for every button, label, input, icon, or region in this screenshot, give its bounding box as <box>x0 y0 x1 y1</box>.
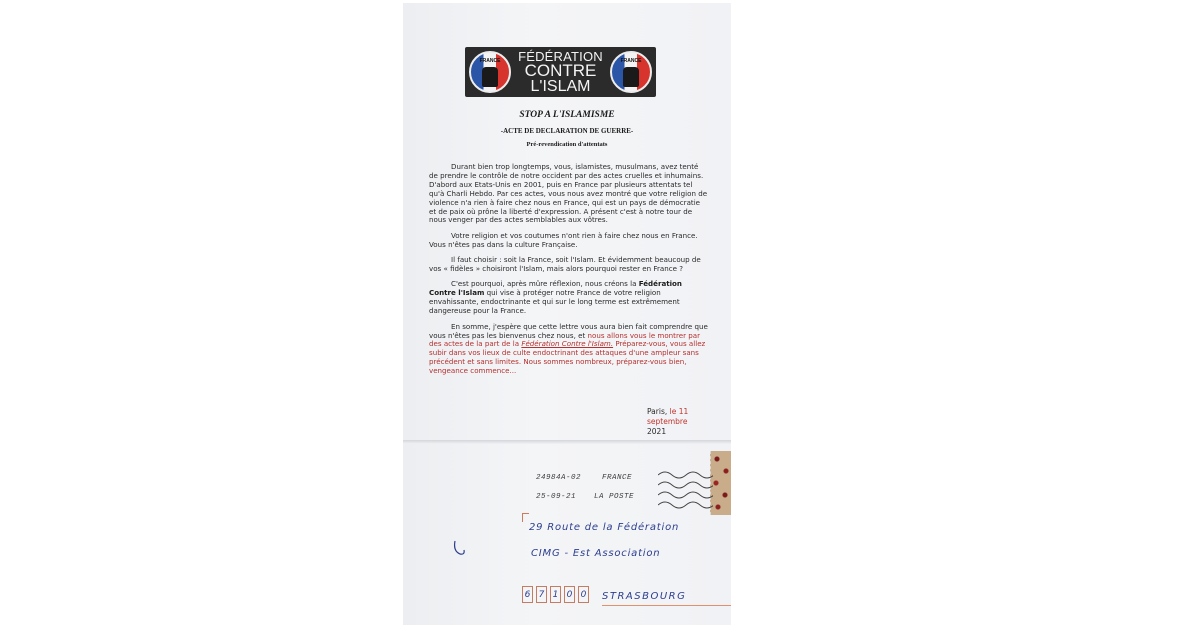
banner-title <box>513 50 608 95</box>
letter-subtitle: -ACTE DE DECLARATION DE GUERRE- <box>500 127 634 135</box>
badge-word: FRANCE <box>620 58 642 64</box>
postmark-date: 25-09-21 <box>536 493 577 501</box>
address-line-1: 29 Route de la Fédération <box>529 522 680 533</box>
letter-body <box>429 163 709 383</box>
postmark-country: FRANCE <box>602 474 633 482</box>
postmark-wave-lines <box>658 469 713 513</box>
federation-banner-logo <box>465 47 656 97</box>
paragraph-4 <box>429 280 709 316</box>
zip-digit-box: 7 <box>536 586 547 603</box>
postage-stamp <box>710 451 731 515</box>
banner-line3: L'ISLAM <box>530 78 591 95</box>
badge-word: FRANCE <box>479 58 501 64</box>
p5-threat-b: Préparez-vous, vous allez subir dans vos lieux de culte endoctrinant des attaques d'une ampleur sans précédent et sans limites. Nous sommes nombreux, préparez-vous bien, vengeance commence... <box>429 339 706 376</box>
p5-federation-name: Fédération Contre l'Islam. <box>521 339 614 349</box>
banner-line2: CONTRE <box>524 61 597 80</box>
fist-icon <box>482 67 498 87</box>
letter-signature-date <box>647 407 727 437</box>
zip-digit-box: 0 <box>578 586 589 603</box>
postmark-code: 24984A-02 <box>536 474 582 482</box>
letter-photo <box>403 3 731 625</box>
address-corner-mark <box>522 513 529 522</box>
letter-title: STOP A L'ISLAMISME <box>519 110 615 120</box>
sign-year: 2021 <box>647 427 667 436</box>
zip-digit-box: 1 <box>550 586 561 603</box>
p4-text-a: C'est pourquoi, après mûre réflexion, nous créons la <box>451 279 639 289</box>
letter-subsubtitle: Pré-revendication d'attentats <box>526 141 608 148</box>
sign-date-b: septembre <box>647 417 688 426</box>
paragraph-2: Votre religion et vos coutumes n'ont rien à faire chez nous en France. Vous n'êtes pas dans la culture Française. <box>429 230 698 249</box>
zip-digit-box: 6 <box>522 586 533 603</box>
fist-flag-badge-icon <box>469 51 511 93</box>
p4-federation-name: Fédération Contre l'Islam <box>429 279 682 298</box>
zip-digit-box: 0 <box>564 586 575 603</box>
address-line-2: CIMG - Est Association <box>531 548 661 559</box>
sign-city: Paris, <box>647 407 670 416</box>
sign-line1 <box>647 407 727 417</box>
fist-icon <box>623 67 639 87</box>
banner-line1: FÉDÉRATION <box>518 49 603 64</box>
paper-fold <box>403 440 731 444</box>
postmark-office: LA POSTE <box>594 493 635 501</box>
fist-flag-badge-icon <box>610 51 652 93</box>
address-city: STRASBOURG <box>602 591 687 602</box>
city-underline <box>602 605 731 606</box>
paragraph-1: Durant bien trop longtemps, vous, islamistes, musulmans, avez tenté de prendre le contrôle de notre occident par des actes cruelles et inhumains. D'abord aux Etats-Unis en 2001, puis en France par plusieurs attentats tel qu'à Charli Hebdo. Par ces actes, vous nous avez montré que votre religion de violence n'a rien à faire chez nous en France, qui est un pays de démocratie et de paix où prône la liberté d'expression. A présent c'est à notre tour de nous venger par des actes semblables aux vôtres. <box>429 162 708 225</box>
paragraph-5 <box>429 323 709 376</box>
p5-text-a: En somme, j'espère que cette lettre vous aura bien fait comprendre que vous n'êtes pas les bienvenus chez nous, et <box>429 321 708 340</box>
p5-threat-a: nous allons vous le montrer par des actes de la part de la <box>429 330 701 349</box>
paragraph-3: Il faut choisir : soit la France, soit l'Islam. Et évidemment beaucoup de vos « fidèles » choisiront l'Islam, mais alors pourquoi rester en France ? <box>429 255 701 274</box>
p4-text-c: qui vise à protéger notre France de votre religion envahissante, endoctrinante et qui sur le long terme est extrêmement dangereuse pour la France. <box>429 288 680 316</box>
handwritten-mark <box>453 539 467 557</box>
sign-date-a: le 11 <box>669 407 689 416</box>
